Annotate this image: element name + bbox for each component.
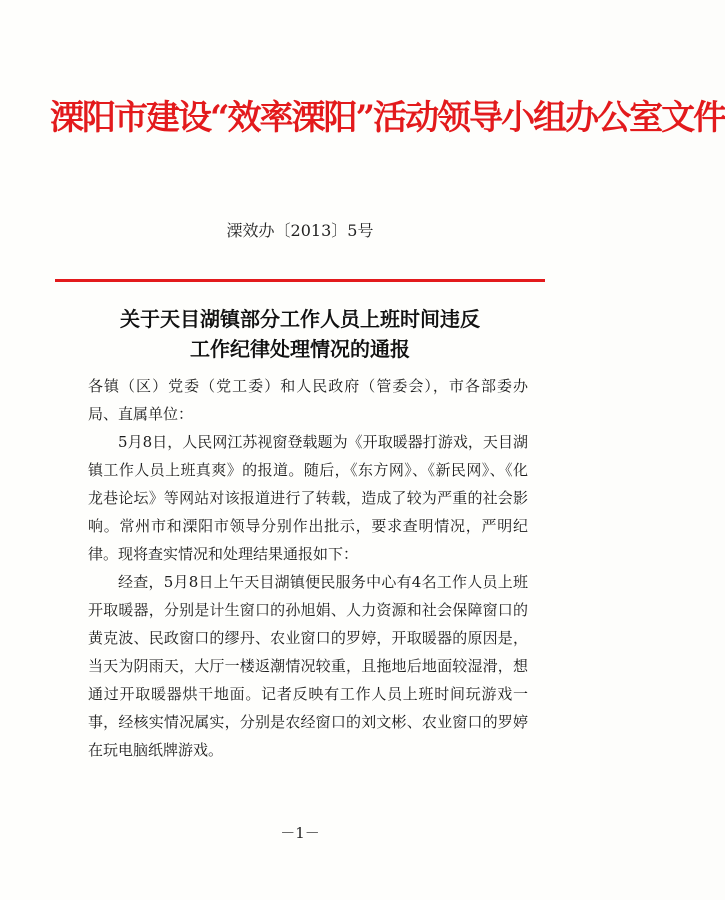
salutation: 各镇（区）党委（党工委）和人民政府（管委会），市各部委办局、直属单位： [88, 377, 528, 423]
document-title [60, 304, 540, 364]
document-number: 溧效办〔2013〕5号 [226, 221, 374, 240]
page-number: －1－ [280, 824, 320, 842]
body-paragraph-1: 5月8日，人民网江苏视窗登载题为《开取暖器打游戏，天目湖镇工作人员上班真爽》的报道。随后，《东方网》、《新民网》、《化龙巷论坛》等网站对该报道进行了转载，造成了较为严重的社会影响。常州市和溧阳市领导分别作出批示，要求查明情况，严明纪律。现将查实情况和处理结果通报如下： [88, 433, 528, 563]
document-body [88, 372, 528, 764]
red-divider-line [55, 279, 545, 282]
issuer-header: 溧阳市建设“效率溧阳”活动领导小组办公室文件 [50, 98, 725, 138]
body-paragraph-2: 经查，5月8日上午天目湖镇便民服务中心有4名工作人员上班开取暖器，分别是计生窗口的孙旭娟、人力资源和社会保障窗口的黄克波、民政窗口的缪丹、农业窗口的罗婷，开取暖器的原因是，当天为阴雨天，大厅一楼返潮情况较重，且拖地后地面较湿滑，想通过开取暖器烘干地面。记者反映有工作人员上班时间玩游戏一事，经核实情况属实，分别是农经窗口的刘文彬、农业窗口的罗婷在玩电脑纸牌游戏。 [88, 573, 528, 759]
title-line-2: 工作纪律处理情况的通报 [190, 337, 410, 361]
title-line-1: 关于天目湖镇部分工作人员上班时间违反 [120, 307, 480, 331]
